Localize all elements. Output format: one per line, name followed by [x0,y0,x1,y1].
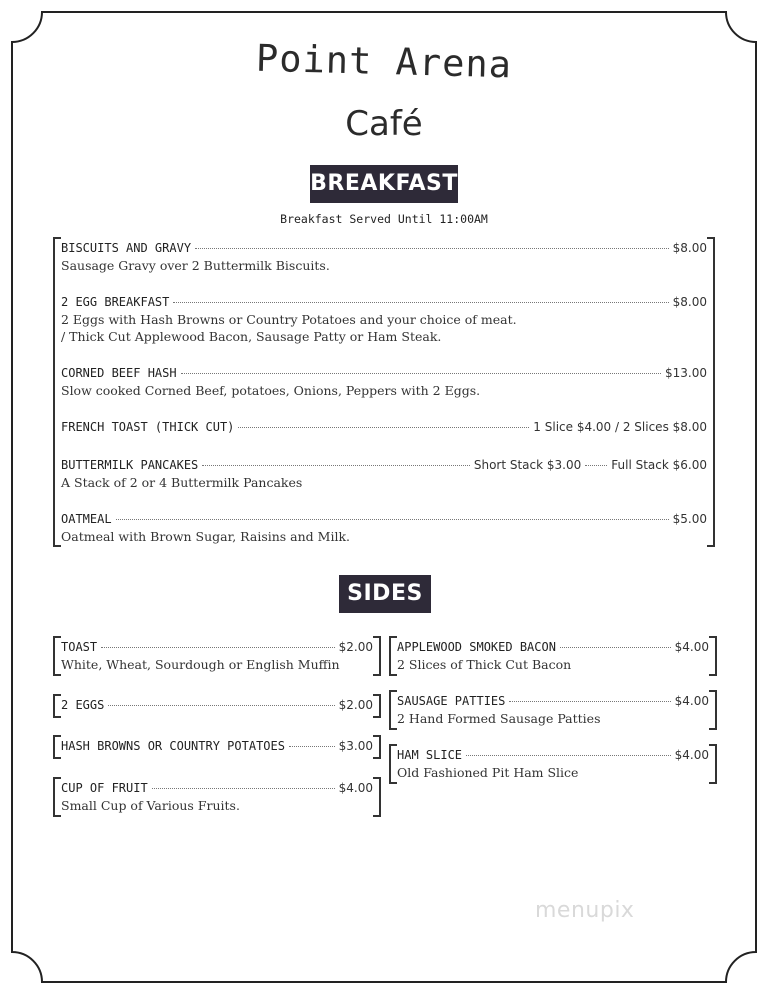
item-name: HAM SLICE [397,748,463,762]
menu-item [61,241,707,274]
item-name: APPLEWOOD SMOKED BACON [397,640,556,654]
menu-item [61,295,707,345]
item-price: Full Stack $6.00 [611,458,707,472]
sides-banner: SIDES [339,575,431,613]
item-name: HASH BROWNS OR COUNTRY POTATOES [61,739,285,753]
item-name: BUTTERMILK PANCAKES [61,458,199,472]
item-price: $2.00 [338,698,373,712]
restaurant-name: Point Arena [255,36,513,87]
item-price: $13.00 [665,366,707,380]
menu-item [61,512,707,545]
item-name: 2 EGG BREAKFAST [61,295,170,309]
item-price: 1 Slice $4.00 / 2 Slices $8.00 [533,420,707,434]
restaurant-subname: Café [345,104,423,144]
item-name: OATMEAL [61,512,112,526]
item-price: $4.00 [674,748,709,762]
item-price: $4.00 [674,640,709,654]
item-description: Old Fashioned Pit Ham Slice [397,765,579,780]
menu-item [61,458,707,491]
side-item [53,694,381,718]
watermark-logo: menupix [535,898,635,923]
breakfast-section [53,237,715,547]
breakfast-hours: Breakfast Served Until 11:00AM [280,212,488,226]
item-description: Oatmeal with Brown Sugar, Raisins and Milk. [61,529,350,544]
menu-item [61,420,707,434]
item-name: BISCUITS AND GRAVY [61,241,192,255]
item-price: $4.00 [674,694,709,708]
item-description: White, Wheat, Sourdough or English Muffin [61,657,340,672]
menu-item [61,366,707,399]
item-price: $2.00 [338,640,373,654]
item-price: $3.00 [338,739,373,753]
item-description: Slow cooked Corned Beef, potatoes, Onions, Peppers with 2 Eggs. [61,383,481,398]
item-name: CORNED BEEF HASH [61,366,177,380]
side-item [389,690,717,730]
item-name: TOAST [61,640,98,654]
item-name: FRENCH TOAST (THICK CUT) [61,420,235,434]
breakfast-banner: BREAKFAST [310,165,458,203]
item-description: Small Cup of Various Fruits. [61,798,240,813]
item-description: 2 Hand Formed Sausage Patties [397,711,601,726]
side-item [53,636,381,676]
side-item [389,744,717,784]
item-name: 2 EGGS [61,698,105,712]
item-description: Sausage Gravy over 2 Buttermilk Biscuits. [61,258,330,273]
item-price: $5.00 [672,512,707,526]
item-price: Short Stack $3.00 [473,458,582,472]
side-item [389,636,717,676]
side-item [53,777,381,817]
side-item [53,735,381,759]
item-name: SAUSAGE PATTIES [397,694,506,708]
item-name: CUP OF FRUIT [61,781,148,795]
item-price: $8.00 [672,241,707,255]
item-price: $4.00 [338,781,373,795]
item-description: / Thick Cut Applewood Bacon, Sausage Patty or Ham Steak. [61,329,442,344]
item-price: $8.00 [672,295,707,309]
item-description: 2 Eggs with Hash Browns or Country Potatoes and your choice of meat. [61,312,517,327]
item-description: 2 Slices of Thick Cut Bacon [397,657,572,672]
item-description: A Stack of 2 or 4 Buttermilk Pancakes [61,475,303,490]
